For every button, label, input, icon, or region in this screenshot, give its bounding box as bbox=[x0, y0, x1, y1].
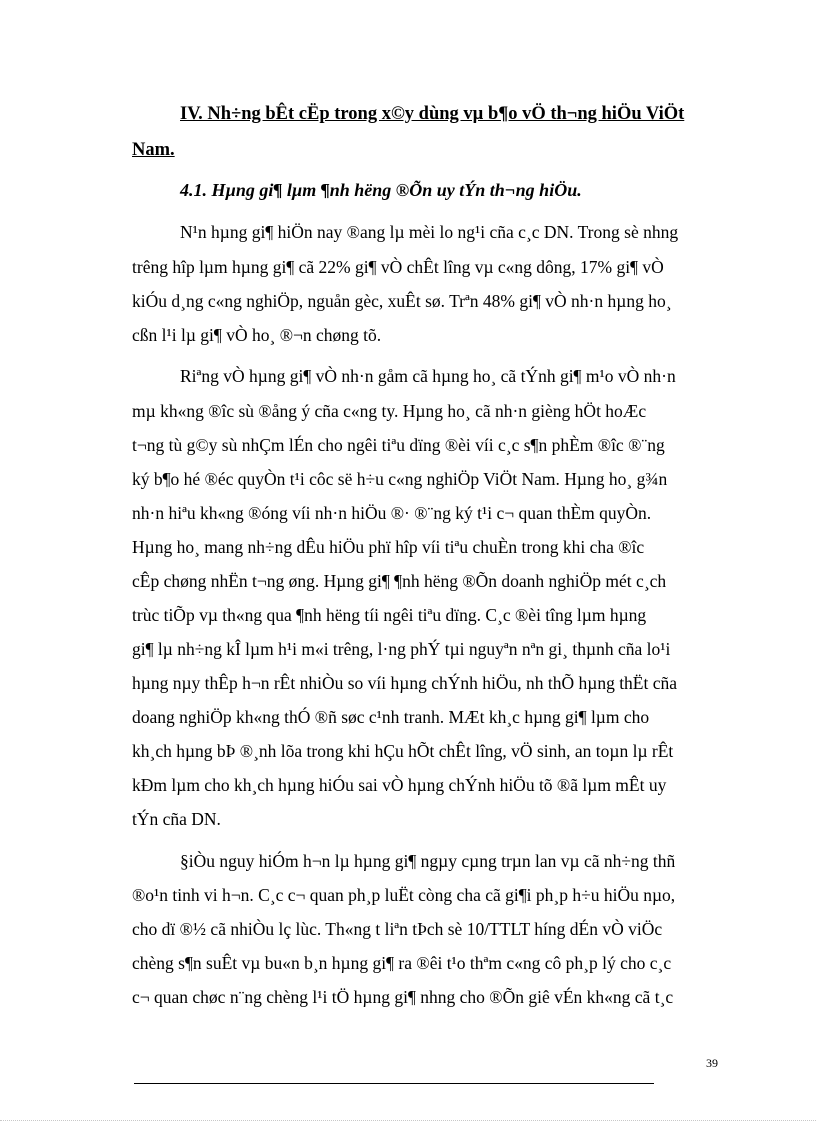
subsection-heading: 4.1. Hµng gi¶ lµm ¶nh hëng ®Õn uy tÝn th¬ng hiÖu. bbox=[180, 180, 582, 200]
body-line: doang nghiÖp kh«ng thÓ ®ñ søc c¹nh tranh. MÆt kh¸c hµng gi¶ lµm cho bbox=[132, 707, 650, 727]
body-line: mµ kh«ng ®îc sù ®ång ý cña c«ng ty. Hµng ho¸ cã nh·n gièng hÖt hoÆc bbox=[132, 401, 647, 421]
body-line: trêng hîp lµm hµng gi¶ cã 22% gi¶ vÒ chÊt lîng vµ c«ng dông, 17% gi¶ vÒ bbox=[132, 257, 664, 277]
body-line: nh·n hiªu kh«ng ®óng víi nh·n hiÖu ®· ®¨ng ký t¹i c¬ quan thÈm quyÒn. bbox=[132, 503, 652, 523]
body-line: t¬ng tù g©y sù nhÇm lÉn cho ngêi tiªu dïng ®èi víi c¸c s¶n phÈm ®îc ®¨ng bbox=[132, 435, 665, 455]
body-line: ký b¶o hé ®éc quyÒn t¹i côc së h÷u c«ng nghiÖp ViÖt Nam. Hµng ho¸ g¾n bbox=[132, 469, 668, 489]
section-heading-line-1: IV. Nh÷ng bÊt cËp trong x©y dùng vµ b¶o vÖ th¬ng hiÖu ViÖt bbox=[180, 104, 685, 124]
body-line: cÊp chøng nhËn t¬ng øng. Hµng gi¶ ¶nh hëng ®Õn doanh nghiÖp mét c¸ch bbox=[132, 571, 667, 591]
page-bottom-edge bbox=[0, 1120, 816, 1121]
body-line: gi¶ lµ nh÷ng kÎ lµm h¹i m«i trêng, l·ng phÝ tµi nguyªn nªn gi¸ thµnh cña lo¹i bbox=[132, 639, 671, 659]
body-line: ®o¹n tinh vi h¬n. C¸c c¬ quan ph¸p luËt còng cha cã gi¶i ph¸p h÷u hiÖu nµo, bbox=[132, 885, 676, 905]
footer-rule bbox=[134, 1083, 654, 1084]
body-line: kh¸ch hµng bÞ ®¸nh lõa trong khi hÇu hÕt chÊt lîng, vÖ sinh, an toµn lµ rÊt bbox=[132, 741, 674, 761]
body-line: cßn l¹i lµ gi¶ vÒ ho¸ ®¬n chøng tõ. bbox=[132, 325, 382, 345]
body-line: tÝn cña DN. bbox=[132, 809, 221, 829]
page-number: 39 bbox=[706, 1056, 718, 1070]
body-line: chèng s¶n suÊt vµ bu«n b¸n hµng gi¶ ra ®êi t¹o thªm c«ng cô ph¸p lý cho c¸c bbox=[132, 953, 672, 973]
body-line: kÐm lµm cho kh¸ch hµng hiÓu sai vÒ hµng chÝnh hiÖu tõ ®ã lµm mÊt uy bbox=[132, 775, 667, 795]
section-heading-line-2: Nam. bbox=[132, 140, 175, 160]
body-line: cho dï ®½ cã nhiÒu lç lùc. Th«ng t liªn tÞch sè 10/TTLT híng dÉn vÒ viÖc bbox=[132, 919, 663, 939]
body-line: Hµng ho¸ mang nh÷ng dÊu hiÖu phï hîp víi tiªu chuÈn trong khi cha ®îc bbox=[132, 537, 645, 557]
body-line: kiÓu d¸ng c«ng nghiÖp, nguån gèc, xuÊt sø. Trªn 48% gi¶ vÒ nh·n hµng ho¸ bbox=[132, 291, 672, 311]
body-line: trùc tiÕp vµ th«ng qua ¶nh hëng tíi ngêi tiªu dïng. C¸c ®èi tîng lµm hµng bbox=[132, 605, 647, 625]
body-line: §iÒu nguy hiÓm h¬n lµ hµng gi¶ ngµy cµng trµn lan vµ cã nh÷ng thñ bbox=[180, 851, 676, 871]
body-line: N¹n hµng gi¶ hiÖn nay ®ang lµ mèi lo ng¹i cña c¸c DN. Trong sè nhng bbox=[180, 222, 679, 242]
body-line: Riªng vÒ hµng gi¶ vÒ nh·n gåm cã hµng ho¸ cã tÝnh gi¶ m¹o vÒ nh·n bbox=[180, 366, 676, 386]
body-line: c¬ quan chøc n¨ng chèng l¹i tÖ hµng gi¶ nhng cho ®Õn giê vÉn kh«ng cã t¸c bbox=[132, 987, 674, 1007]
body-line: hµng nµy thÊp h¬n rÊt nhiÒu so víi hµng chÝnh hiÖu, nh thÕ hµng thËt cña bbox=[132, 673, 678, 693]
